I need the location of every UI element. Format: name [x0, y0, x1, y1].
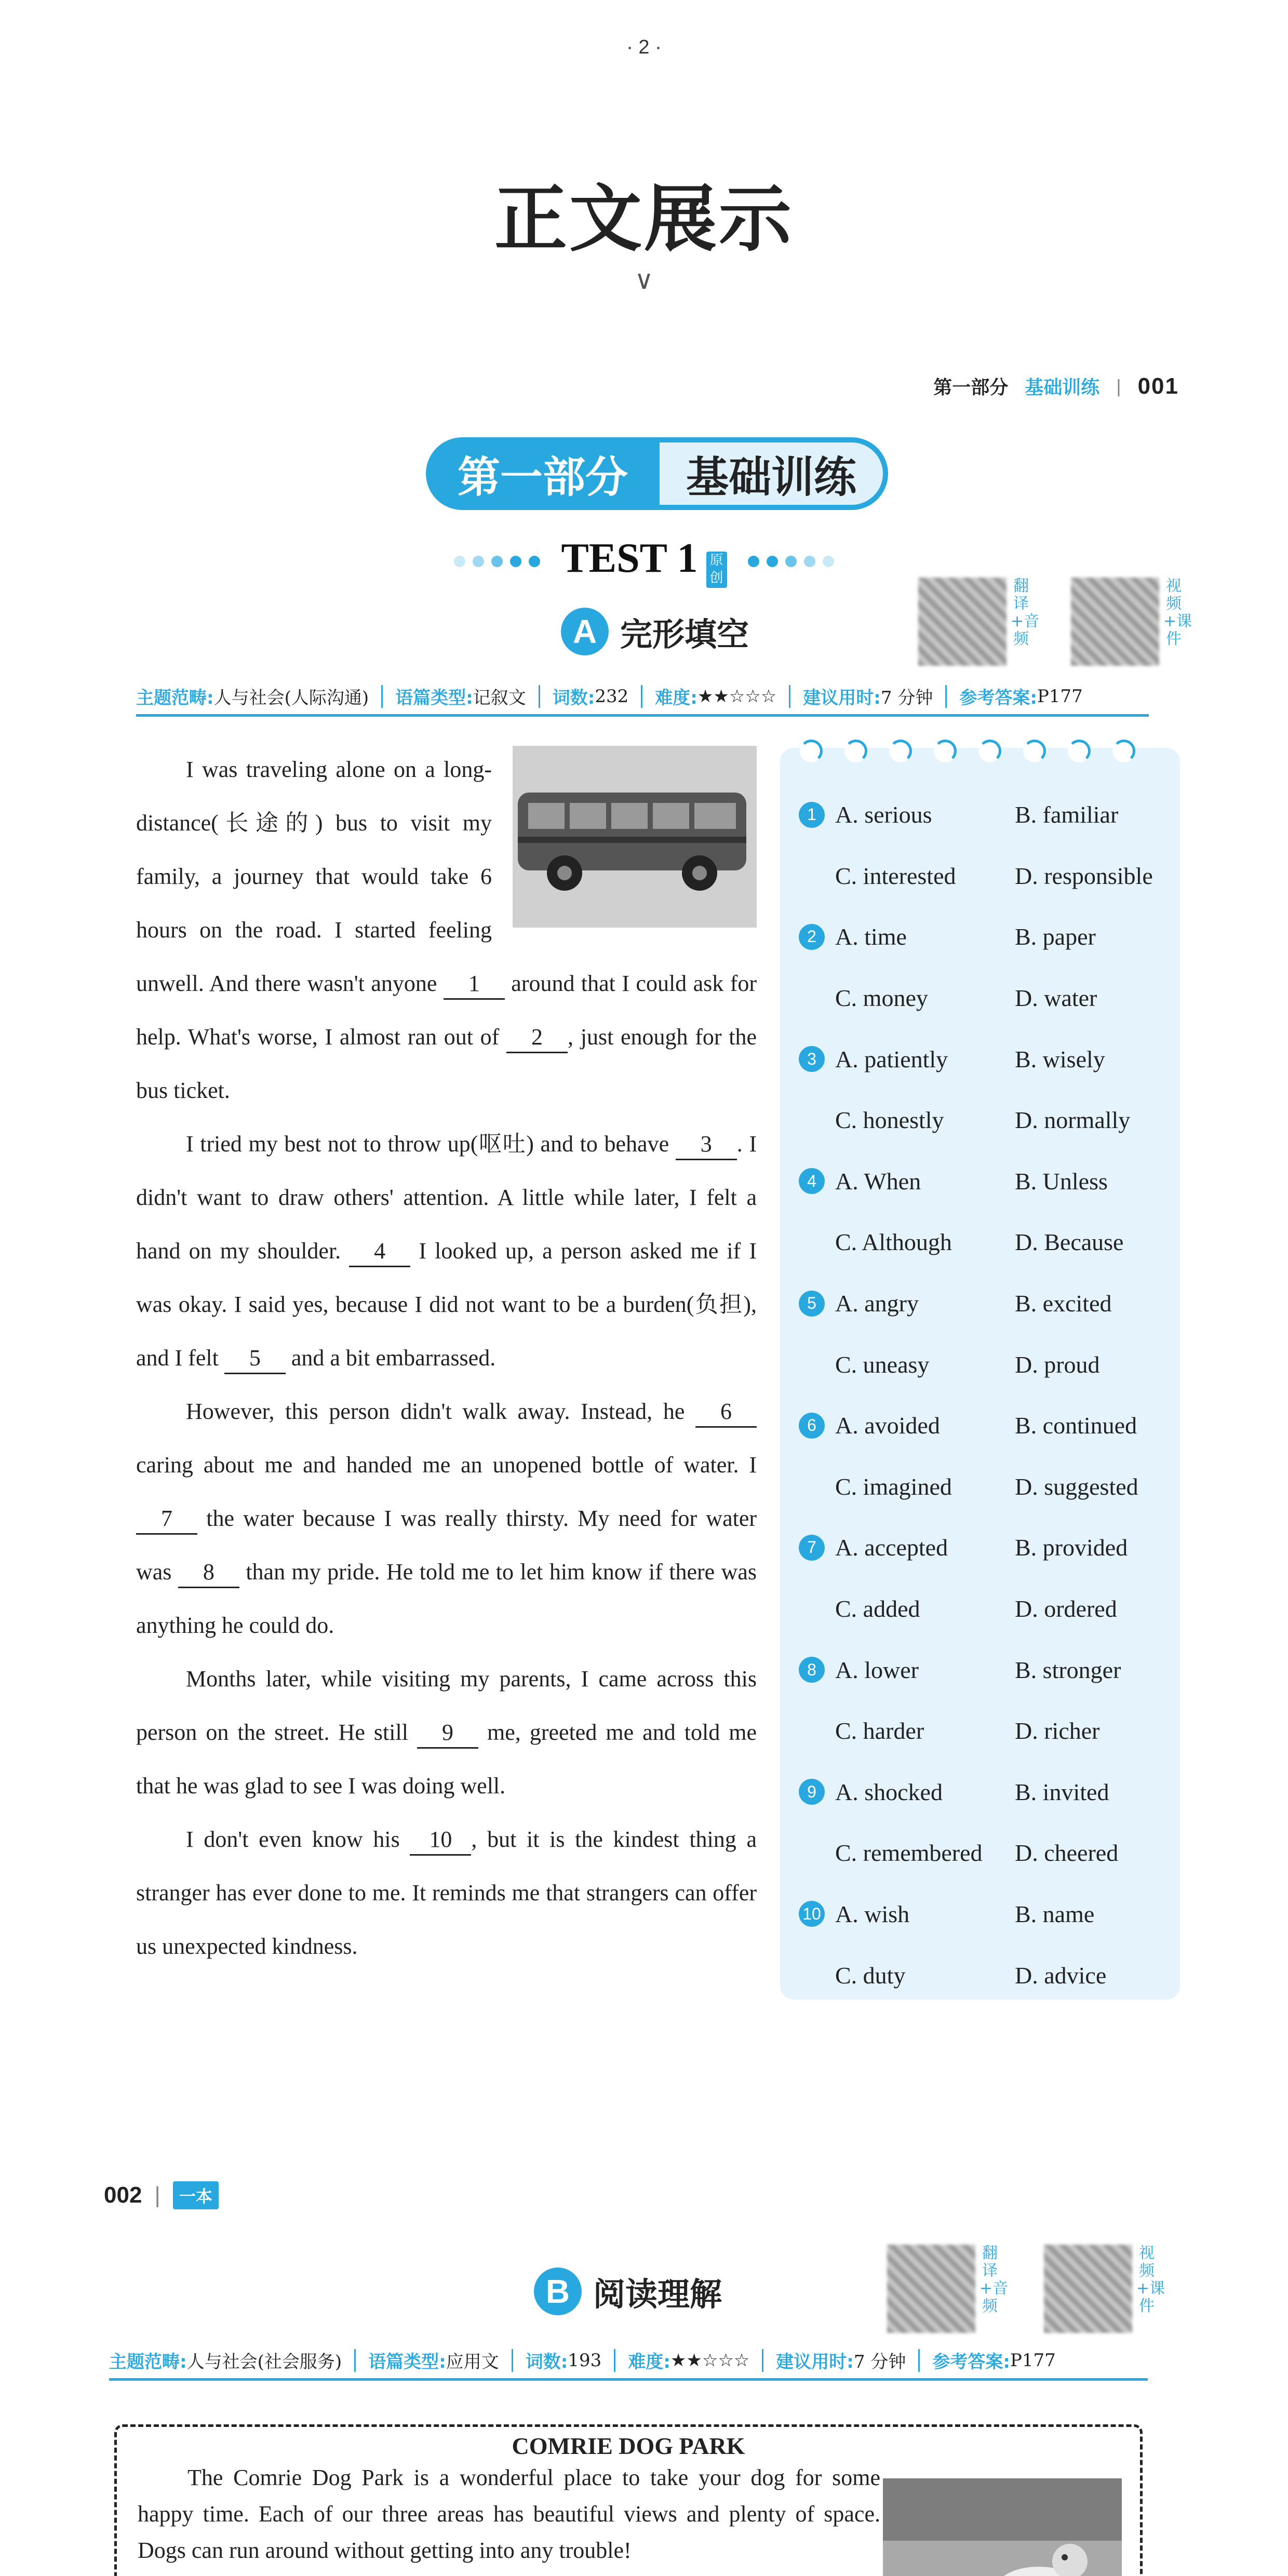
page1-header — [933, 373, 1179, 399]
option-a[interactable]: A. angry — [835, 1290, 919, 1317]
meta-value: 应用文 — [446, 2352, 499, 2372]
test-title: TEST 1 — [561, 535, 698, 581]
passage-text: around that I could ask for help. What's worse, I almost ran out of — [136, 971, 757, 1050]
option-b[interactable]: B. invited — [1015, 1778, 1109, 1805]
qr-translate[interactable] — [887, 2244, 1009, 2333]
option-b[interactable]: B. name — [1015, 1900, 1095, 1927]
brand-logo: 一本 — [173, 2181, 219, 2209]
bus-icon — [513, 746, 757, 928]
option-a[interactable]: A. lower — [835, 1656, 919, 1683]
meta-value: 193 — [568, 2350, 602, 2371]
option-d[interactable]: D. suggested — [1015, 1473, 1138, 1500]
qr-code-icon — [1071, 578, 1159, 666]
option-row — [799, 1517, 1165, 1578]
option-row — [799, 1395, 1165, 1456]
option-d[interactable]: D. ordered — [1015, 1595, 1117, 1622]
meta-key: 词数: — [552, 688, 595, 708]
passage-text: Months later, while visiting my parents, I came across this person on the street. He still — [136, 1666, 757, 1745]
meta-key: 参考答案: — [959, 688, 1037, 708]
header-section: 第一部分 — [933, 377, 1009, 398]
header-category: 基础训练 — [1025, 377, 1100, 398]
option-b[interactable]: B. wisely — [1015, 1045, 1105, 1072]
meta-bar — [109, 2347, 1148, 2381]
option-b[interactable]: B. paper — [1015, 923, 1096, 950]
part-pill-left: 第一部分 — [457, 452, 628, 502]
park-body: The Comrie Dog Park is a wonderful place to take your dog for some happy time. Each of our three areas has beautiful views and plenty of space. Dogs can run around without getting into any trouble! — [138, 2465, 880, 2563]
option-b[interactable]: B. Unless — [1015, 1168, 1108, 1195]
option-row — [799, 1151, 1165, 1212]
option-b[interactable]: B. excited — [1015, 1290, 1112, 1317]
page-number: 002 — [104, 2182, 142, 2208]
meta-key: 难度: — [628, 2352, 670, 2372]
blank: 10 — [410, 1825, 471, 1856]
meta-value: 7 分钟 — [880, 688, 933, 708]
section-badge-icon: A — [561, 608, 609, 655]
option-row — [799, 1578, 1165, 1640]
option-row — [799, 1884, 1165, 1945]
meta-value: 7 分钟 — [853, 2352, 906, 2372]
meta-key: 主题范畴: — [136, 688, 214, 708]
test-tag: 原创 — [706, 552, 727, 588]
option-row — [799, 846, 1165, 907]
question-number-badge: 7 — [799, 1535, 825, 1561]
question-number-badge: 3 — [799, 1046, 825, 1072]
meta-key: 难度: — [655, 688, 697, 708]
option-d[interactable]: D. water — [1015, 985, 1097, 1012]
meta-key: 词数: — [525, 2352, 568, 2372]
park-title: COMRIE DOG PARK — [512, 2433, 745, 2459]
option-row — [799, 1028, 1165, 1090]
option-row — [799, 1273, 1165, 1334]
option-row — [799, 1700, 1165, 1762]
section-a-heading — [561, 608, 749, 655]
qr-code-icon — [918, 578, 1007, 666]
banner-title: 正文展示 — [494, 177, 794, 262]
page-marker: · 2 · — [626, 36, 662, 58]
question-number-badge: 8 — [799, 1657, 825, 1683]
blank: 2 — [506, 1023, 568, 1053]
binder-rings-icon — [800, 740, 1135, 762]
section-b-heading — [534, 2268, 722, 2315]
option-c[interactable]: C. interested — [835, 862, 956, 889]
section-label: 完形填空 — [620, 615, 749, 653]
dots-right-icon — [748, 556, 834, 567]
option-row — [799, 1090, 1165, 1151]
passage-text: I don't even know his — [186, 1827, 400, 1852]
option-c[interactable]: C. uneasy — [835, 1351, 930, 1378]
passage-text: I looked up, a person asked me if I was okay. I said yes, because I did not want to be a burden(负担), and I felt — [136, 1238, 757, 1371]
option-row — [799, 906, 1165, 968]
meta-value: 记叙文 — [473, 688, 526, 708]
meta-bar — [136, 683, 1149, 717]
blank: 7 — [136, 1504, 197, 1535]
blank: 5 — [224, 1344, 286, 1374]
option-row — [799, 1639, 1165, 1700]
meta-value: P177 — [1010, 2350, 1056, 2371]
option-b[interactable]: B. provided — [1015, 1534, 1128, 1561]
option-d[interactable]: D. proud — [1015, 1351, 1100, 1378]
option-a[interactable]: A. wish — [835, 1900, 910, 1927]
option-a[interactable]: A. accepted — [835, 1534, 948, 1561]
section-badge-icon: B — [534, 2268, 582, 2315]
option-d[interactable]: D. Because — [1015, 1229, 1124, 1256]
option-row — [799, 1456, 1165, 1518]
option-b[interactable]: B. continued — [1015, 1412, 1137, 1439]
option-row — [799, 1944, 1165, 2006]
passage-text: , but it is the kindest thing a stranger has ever done to me. It reminds me that strangers can offer us unexpected kindness. — [136, 1827, 757, 1959]
qr-label: 翻译+音频 — [1011, 577, 1040, 648]
passage-text: I was traveling alone on a long-distance(长途的) bus to visit my family, a journey that would take 6 hours on the road. I started feeling unwell. And there wasn't anyone — [136, 757, 492, 996]
meta-key: 语篇类型: — [395, 688, 473, 708]
option-c[interactable]: C. imagined — [835, 1473, 952, 1500]
option-d[interactable]: D. richer — [1015, 1718, 1100, 1745]
passage-text: . I didn't want to draw others' attention. A little while later, I felt a hand on my shoulder. — [136, 1131, 757, 1264]
option-d[interactable]: D. cheered — [1015, 1840, 1119, 1867]
meta-value: 232 — [595, 686, 629, 707]
qr-label: 视频+课件 — [1136, 2244, 1165, 2315]
option-a[interactable]: A. patiently — [835, 1045, 948, 1072]
option-row — [799, 968, 1165, 1029]
option-c[interactable]: C. money — [835, 985, 928, 1012]
option-row — [799, 1762, 1165, 1823]
section-label: 阅读理解 — [593, 2275, 722, 2313]
qr-video[interactable] — [1071, 577, 1192, 666]
dog-icon — [883, 2478, 1122, 2576]
meta-value: ★★☆☆☆ — [670, 2350, 750, 2371]
passage-text: me, greeted me and told me that he was glad to see I was doing well. — [136, 1720, 757, 1799]
qr-video[interactable] — [1044, 2244, 1165, 2333]
cloze-passage — [136, 743, 757, 1973]
question-number-badge: 4 — [799, 1168, 825, 1194]
blank: 4 — [349, 1237, 410, 1267]
blank: 9 — [417, 1718, 478, 1749]
meta-key: 参考答案: — [932, 2352, 1010, 2372]
blank: 3 — [676, 1130, 737, 1160]
option-c[interactable]: C. added — [835, 1595, 920, 1622]
options-panel — [780, 748, 1180, 2000]
option-row — [799, 1822, 1165, 1884]
qr-code-icon — [1044, 2245, 1132, 2333]
option-d[interactable]: D. advice — [1015, 1962, 1107, 1989]
passage-text: I tried my best not to throw up(呕吐) and to behave — [186, 1131, 669, 1157]
bus-image — [513, 746, 757, 928]
option-a[interactable]: A. time — [835, 923, 907, 950]
passage-text: However, this person didn't walk away. Instead, he — [186, 1399, 685, 1424]
qr-label: 视频+课件 — [1163, 577, 1192, 648]
option-c[interactable]: C. harder — [835, 1718, 924, 1745]
qr-label: 翻译+音频 — [980, 2244, 1009, 2315]
blank: 6 — [695, 1397, 757, 1428]
dots-left-icon — [454, 556, 540, 567]
option-row — [799, 1334, 1165, 1395]
blank: 8 — [178, 1558, 239, 1588]
meta-value: 人与社会(人际沟通) — [213, 688, 369, 708]
qr-code-icon — [887, 2245, 975, 2333]
part-pill-right: 基础训练 — [660, 442, 883, 505]
option-a[interactable]: A. avoided — [835, 1412, 940, 1439]
question-number-badge: 2 — [799, 924, 825, 950]
meta-key: 语篇类型: — [368, 2352, 446, 2372]
option-b[interactable]: B. stronger — [1015, 1656, 1121, 1683]
option-c[interactable]: C. remembered — [835, 1840, 983, 1867]
dog-image — [883, 2478, 1122, 2576]
option-row — [799, 784, 1165, 846]
chevron-down-icon: ∨ — [634, 265, 654, 294]
blank: 1 — [444, 969, 505, 1000]
meta-value: P177 — [1037, 686, 1083, 707]
header-divider: | — [154, 2182, 160, 2208]
option-a[interactable]: A. shocked — [835, 1778, 943, 1805]
passage-text: and a bit embarrassed. — [291, 1345, 496, 1371]
option-row — [799, 1212, 1165, 1273]
option-a[interactable]: A. serious — [835, 801, 932, 828]
qr-translate[interactable] — [918, 577, 1040, 666]
page-number: 001 — [1137, 373, 1179, 399]
passage-text: caring about me and handed me an unopened bottle of water. I — [136, 1452, 757, 1478]
meta-key: 主题范畴: — [109, 2352, 187, 2372]
part-pill — [426, 437, 888, 510]
page2-header — [104, 2181, 219, 2209]
option-c[interactable]: C. Although — [835, 1229, 952, 1256]
question-number-badge: 1 — [799, 802, 825, 828]
option-d[interactable]: D. responsible — [1015, 862, 1153, 889]
meta-key: 建议用时: — [776, 2352, 854, 2372]
question-number-badge: 5 — [799, 1291, 825, 1317]
meta-value: ★★☆☆☆ — [697, 686, 777, 707]
question-number-badge: 10 — [799, 1901, 825, 1927]
option-a[interactable]: A. When — [835, 1168, 921, 1195]
question-number-badge: 6 — [799, 1413, 825, 1439]
header-divider: | — [1116, 375, 1121, 397]
meta-value: 人与社会(社会服务) — [186, 2352, 342, 2372]
option-c[interactable]: C. honestly — [835, 1107, 944, 1134]
passage-text: , just enough for the bus ticket. — [136, 1024, 757, 1103]
question-number-badge: 9 — [799, 1779, 825, 1805]
option-b[interactable]: B. familiar — [1015, 801, 1119, 828]
option-c[interactable]: C. duty — [835, 1962, 906, 1989]
option-d[interactable]: D. normally — [1015, 1107, 1131, 1134]
passage-text: the water because I was really thirsty. My need for water was — [136, 1506, 757, 1585]
meta-key: 建议用时: — [803, 688, 881, 708]
passage-text: than my pride. He told me to let him know if there was anything he could do. — [136, 1559, 757, 1638]
